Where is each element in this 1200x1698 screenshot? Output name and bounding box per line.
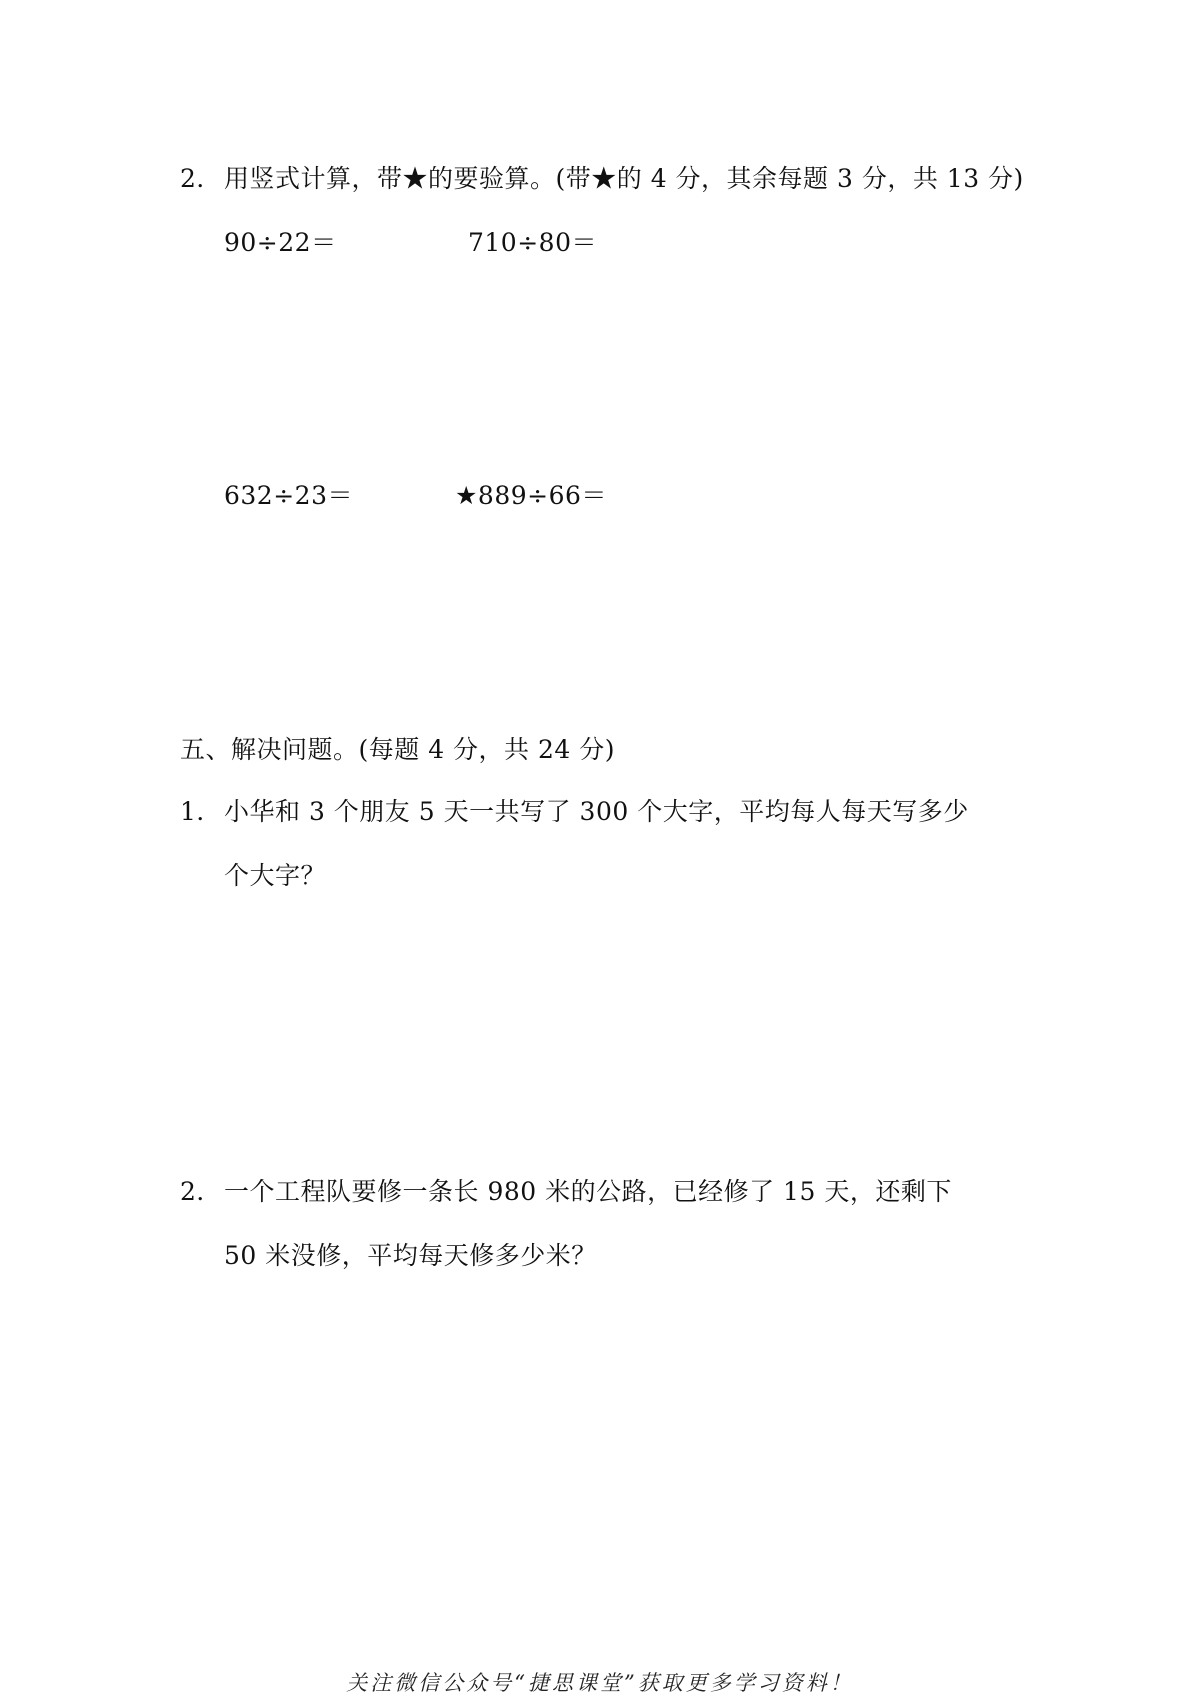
question-text: 一个工程队要修一条长 980 米的公路，已经修了 15 天，还剩下	[224, 1177, 952, 1206]
section-heading: 五、解决问题。(每题 4 分，共 24 分)	[180, 735, 616, 764]
problem-2: 710÷80＝	[468, 228, 597, 257]
question-instruction: 用竖式计算，带★的要验算。(带★的 4 分，其余每题 3 分，共 13 分)	[224, 164, 1024, 193]
question-text-continued: 50 米没修，平均每天修多少米？	[224, 1241, 597, 1270]
question-text: 小华和 3 个朋友 5 天一共写了 300 个大字，平均每人每天写多少	[224, 797, 969, 826]
question-text-continued: 个大字？	[224, 861, 327, 890]
problem-3: 632÷23＝	[224, 481, 353, 510]
problem-1: 90÷22＝	[224, 228, 337, 257]
footer-note: 关注微信公众号“捷思课堂”获取更多学习资料！	[346, 1671, 854, 1695]
question-number: 1．	[180, 797, 222, 826]
question-number: 2．	[180, 164, 222, 193]
problem-4: ★889÷66＝	[455, 481, 607, 510]
question-number: 2．	[180, 1177, 222, 1206]
